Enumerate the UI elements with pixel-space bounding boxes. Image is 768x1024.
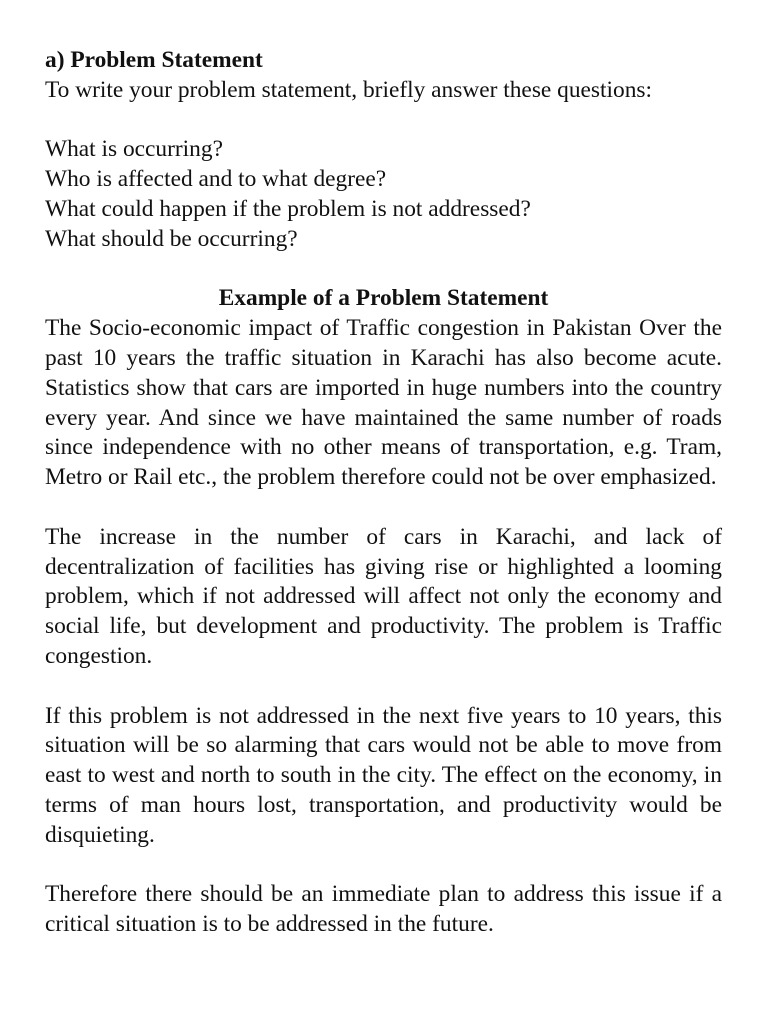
question-item: What should be occurring?	[45, 225, 298, 252]
question-list	[45, 135, 722, 254]
example-paragraph: If this problem is not addressed in the next five years to 10 years, this situation will be so alarming that cars would not be able to move from east to west and north to south in the city. The effect on the economy, in terms of man hours lost, transportation, and productivity would be disquieting.	[45, 702, 722, 848]
question-item: Who is affected and to what degree?	[45, 166, 387, 193]
question-item: What could happen if the problem is not addressed?	[45, 195, 531, 222]
example-paragraph: Therefore there should be an immediate plan to address this issue if a critical situation is to be addressed in the future.	[45, 881, 722, 938]
question-item: What is occurring?	[45, 136, 223, 163]
document-page	[45, 46, 722, 940]
section-intro: To write your problem statement, briefly answer these questions:	[45, 76, 653, 103]
example-paragraph: The increase in the number of cars in Karachi, and lack of decentralization of facilities has giving rise or highlighted a looming problem, which if not addressed will affect not only the economy and social life, but development and productivity. The problem is Traffic congestion.	[45, 523, 722, 669]
example-paragraph: The Socio-economic impact of Traffic congestion in Pakistan Over the past 10 years the traffic situation in Karachi has also become acute. Statistics show that cars are imported in huge numbers into the country every year. And since we have maintained the same number of roads since independence with no other means of transportation, e.g. Tram, Metro or Rail etc., the problem therefore could not be over emphasized.	[45, 315, 722, 491]
example-title: Example of a Problem Statement	[218, 285, 549, 312]
section-heading: a) Problem Statement	[45, 47, 263, 73]
